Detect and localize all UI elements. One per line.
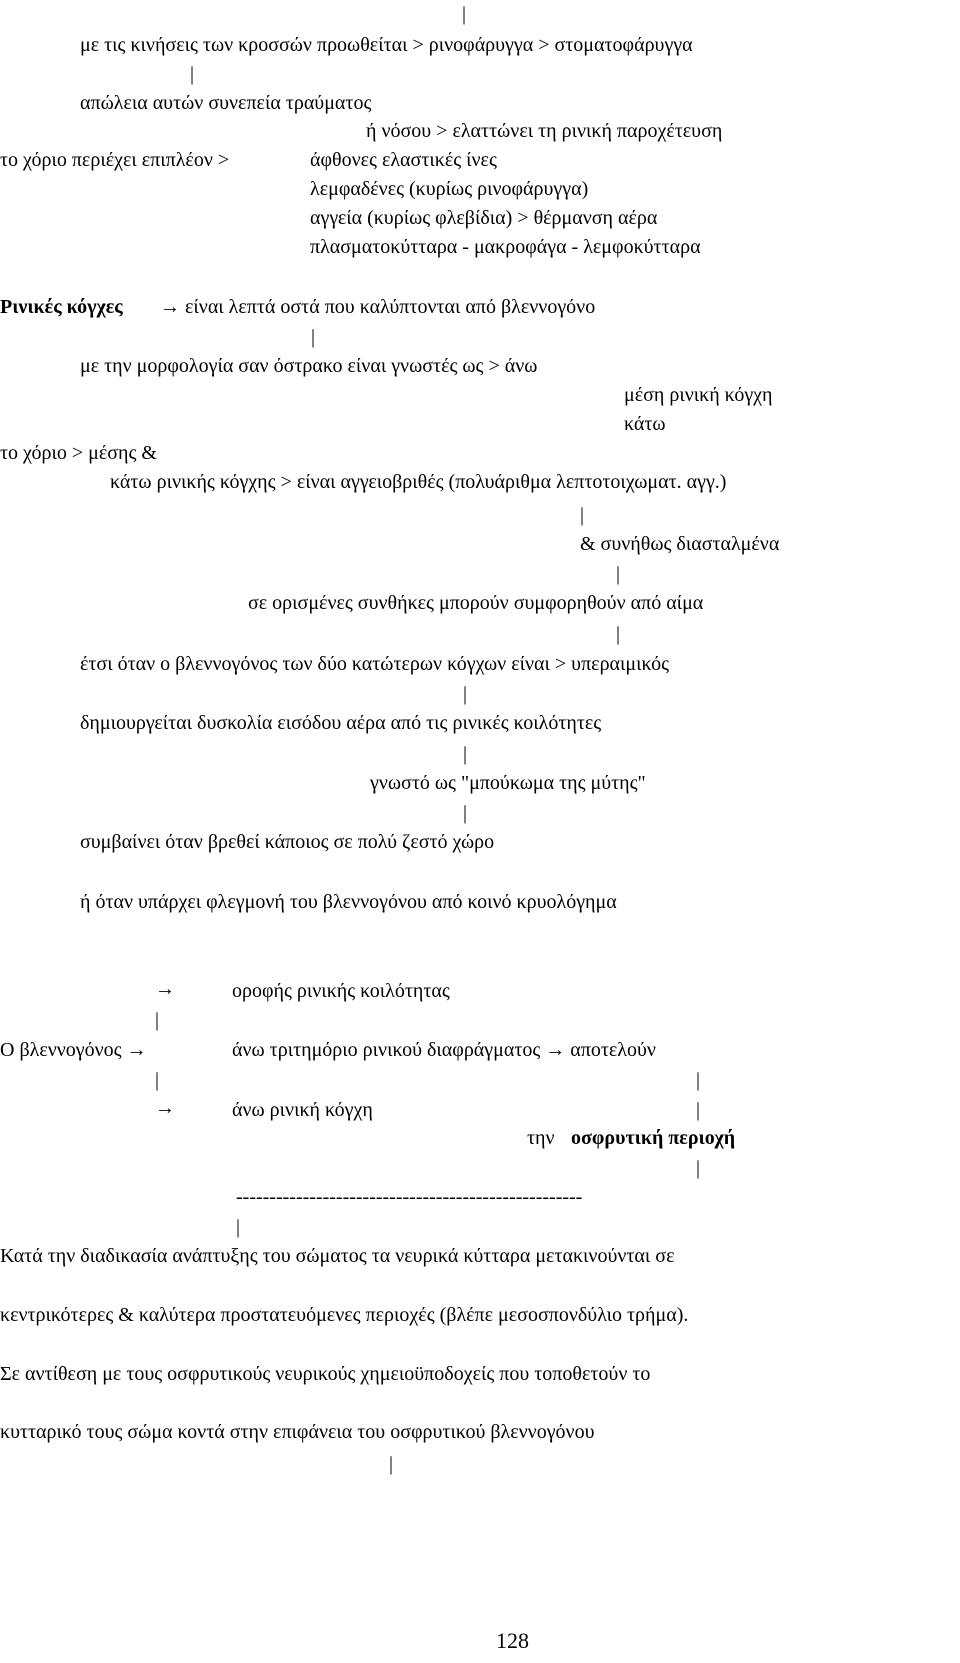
- paragraph-line: κεντρικότερες & καλύτερα προστατευόμενες περιοχές (βλέπε μεσοσπονδύλιο τρήμα).: [0, 1304, 689, 1326]
- connector-bar: |: [580, 504, 585, 526]
- text-line: άνω τριτημόριο ρινικού διαφράγματος → αποτελούν: [232, 1039, 656, 1061]
- text-line: γνωστό ως "μπούκωμα της μύτης": [370, 772, 646, 794]
- term-highlight: οσφρυτική περιοχή: [571, 1127, 736, 1149]
- text-line: συμβαίνει όταν βρεθεί κάποιος σε πολύ ζεστό χώρο: [80, 831, 495, 853]
- arrow-icon: →: [155, 978, 175, 1000]
- connector-bar: |: [696, 1099, 701, 1121]
- text-line: σε ορισμένες συνθήκες μπορούν συμφορηθούν από αίμα: [248, 592, 704, 614]
- text-line: πλασματοκύτταρα - μακροφάγα - λεμφοκύτταρα: [310, 236, 701, 258]
- text-line: δημιουργείται δυσκολία εισόδου αέρα από τις ρινικές κοιλότητες: [80, 712, 602, 734]
- connector-bar: |: [190, 63, 195, 85]
- text-line: άφθονες ελαστικές ίνες: [310, 149, 497, 171]
- paragraph-line: Σε αντίθεση με τους οσφρυτικούς νευρικούς χημειοϋποδοχείς που τοποθετούν το: [0, 1363, 651, 1385]
- connector-bar: |: [155, 1009, 160, 1031]
- page-number: 128: [496, 1628, 529, 1653]
- paragraph-line: Κατά την διαδικασία ανάπτυξης του σώματος τα νευρικά κύτταρα μετακινούνται σε: [0, 1245, 675, 1267]
- text-line: αγγεία (κυρίως φλεβίδια) > θέρμανση αέρα: [310, 207, 658, 229]
- text-line: → είναι λεπτά οστά που καλύπτονται από βλεννογόνο: [160, 296, 596, 318]
- connector-bar: |: [616, 563, 621, 585]
- connector-bar: |: [311, 326, 316, 348]
- connector-bar: |: [463, 802, 468, 824]
- connector-bar: |: [696, 1069, 701, 1091]
- text-line: απώλεια αυτών συνεπεία τραύματος: [80, 92, 372, 114]
- text-line: οροφής ρινικής κοιλότητας: [232, 980, 450, 1002]
- text-line: με τις κινήσεις των κροσσών προωθείται > ρινοφάρυγγα > στοματοφάρυγγα: [80, 34, 693, 56]
- connector-bar: |: [616, 623, 621, 645]
- text-line: την: [527, 1127, 555, 1149]
- connector-bar: |: [236, 1216, 241, 1238]
- arrow-icon: →: [155, 1097, 175, 1119]
- text-line: λεμφαδένες (κυρίως ρινοφάρυγγα): [310, 178, 589, 200]
- connector-bar: |: [696, 1157, 701, 1179]
- text-line: ή όταν υπάρχει φλεγμονή του βλεννογόνου από κοινό κρυολόγημα: [80, 891, 617, 913]
- text-line: & συνήθως διασταλμένα: [580, 533, 780, 555]
- text-line: έτσι όταν ο βλεννογόνος των δύο κατώτερων κόγχων είναι > υπεραιμικός: [80, 653, 670, 675]
- text-line: το χόριο περιέχει επιπλέον >: [0, 149, 230, 171]
- connector-bar: |: [463, 743, 468, 765]
- connector-bar: |: [389, 1453, 394, 1475]
- text-line: κάτω ρινικής κόγχης > είναι αγγειοβριθές (πολυάριθμα λεπτοτοιχωματ. αγγ.): [110, 471, 727, 493]
- text-line: μέση ρινική κόγχη: [624, 384, 773, 406]
- connector-bar: |: [155, 1069, 160, 1091]
- text-line: το χόριο > μέσης &: [0, 442, 157, 464]
- text-line: άνω ρινική κόγχη: [232, 1099, 373, 1121]
- section-heading: Ρινικές κόγχες: [0, 296, 123, 318]
- text-line: ή νόσου > ελαττώνει τη ρινική παροχέτευση: [366, 120, 723, 142]
- text-line: Ο βλεννογόνος →: [0, 1039, 147, 1061]
- connector-bar: |: [463, 683, 468, 705]
- dashed-separator: ----------------------------------------------------: [236, 1186, 583, 1208]
- text-line: κάτω: [624, 413, 666, 435]
- paragraph-line: κυτταρικό τους σώμα κοντά στην επιφάνεια του οσφρυτικού βλεννογόνου: [0, 1421, 595, 1443]
- text-line: με την μορφολογία σαν όστρακο είναι γνωστές ως > άνω: [80, 355, 538, 377]
- connector-bar: |: [462, 3, 467, 25]
